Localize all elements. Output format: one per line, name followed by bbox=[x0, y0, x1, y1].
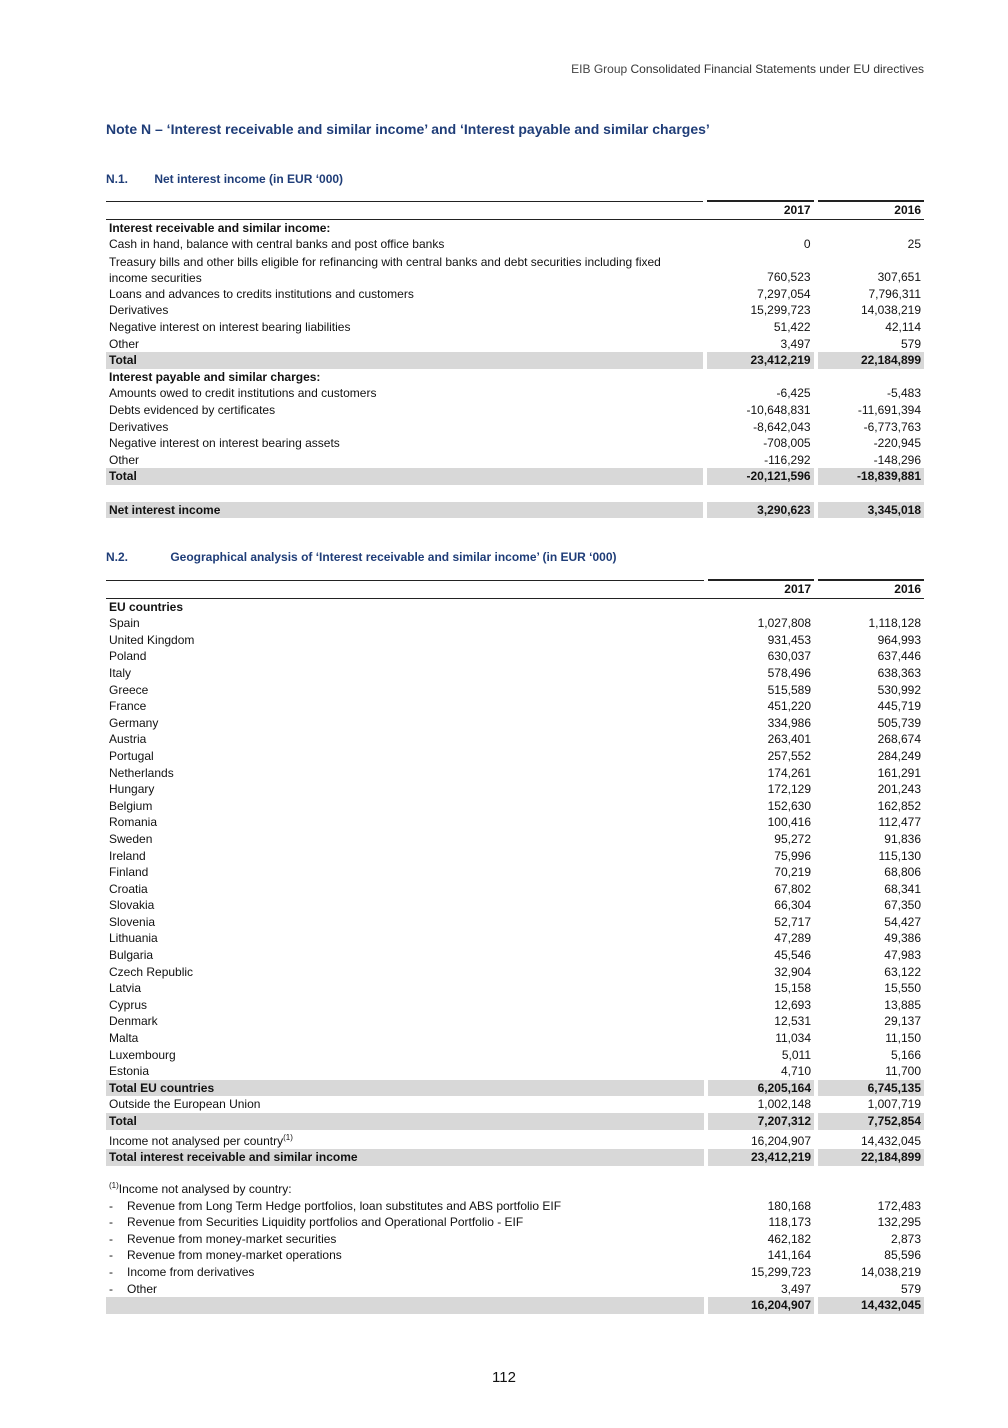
value-2017: 451,220 bbox=[767, 699, 811, 714]
row-label: France bbox=[109, 699, 147, 714]
value-2017: 7,207,312 bbox=[708, 1113, 814, 1130]
value-2016: 22,184,899 bbox=[818, 1149, 924, 1166]
country-row bbox=[106, 1063, 924, 1080]
section-number: N.1. bbox=[106, 172, 129, 186]
value-2016: 2,873 bbox=[890, 1231, 921, 1246]
row-label: Net interest income bbox=[106, 502, 703, 519]
country-row bbox=[106, 1047, 924, 1064]
value-2017: 45,546 bbox=[774, 948, 811, 963]
country-row bbox=[106, 881, 924, 898]
value-2017: 11,034 bbox=[775, 1031, 811, 1046]
column-header-2017: 2017 bbox=[707, 201, 813, 219]
row-label bbox=[106, 1297, 704, 1314]
country-row bbox=[106, 930, 924, 947]
row-label: Negative interest on interest bearing liabilities bbox=[109, 319, 351, 334]
country-row bbox=[106, 914, 924, 931]
value-2016: 6,745,135 bbox=[818, 1080, 924, 1097]
value-2017: 95,272 bbox=[774, 831, 811, 846]
value-2016: -220,945 bbox=[873, 436, 921, 451]
subheading-row bbox=[106, 219, 924, 236]
row-label: Loans and advances to credits institutions and customers bbox=[109, 286, 414, 301]
value-2016: 579 bbox=[900, 1281, 921, 1296]
bullet: - bbox=[109, 1248, 113, 1263]
value-2016: 445,719 bbox=[877, 699, 921, 714]
value-2016: 13,885 bbox=[884, 997, 921, 1012]
value-2016: 132,295 bbox=[877, 1215, 921, 1230]
row-label: Germany bbox=[109, 715, 159, 730]
value-2016: 161,291 bbox=[877, 765, 921, 780]
value-2016: 3,345,018 bbox=[818, 502, 924, 519]
value-2017: 1,002,148 bbox=[757, 1097, 811, 1112]
value-2016: -18,839,881 bbox=[818, 468, 924, 485]
value-2016: 22,184,899 bbox=[818, 352, 924, 369]
country-row bbox=[106, 814, 924, 831]
value-2016: 68,806 bbox=[884, 865, 921, 880]
value-2016: 68,341 bbox=[884, 881, 921, 896]
country-row bbox=[106, 964, 924, 981]
row-label: Total bbox=[106, 352, 703, 369]
country-row bbox=[106, 682, 924, 699]
value-2017: 6,205,164 bbox=[708, 1080, 814, 1097]
value-2017: -708,005 bbox=[763, 436, 811, 451]
country-row bbox=[106, 997, 924, 1014]
row-label: Total EU countries bbox=[106, 1080, 704, 1097]
row-label: Malta bbox=[109, 1031, 139, 1046]
value-2016: 115,130 bbox=[878, 848, 921, 863]
value-2017: 180,168 bbox=[767, 1198, 811, 1213]
table-row bbox=[106, 236, 924, 253]
value-2017 bbox=[708, 598, 814, 615]
country-row bbox=[106, 1013, 924, 1030]
value-2017: 16,204,907 bbox=[750, 1133, 811, 1148]
footnote-row-label bbox=[106, 1231, 704, 1248]
country-row bbox=[106, 731, 924, 748]
value-2017: 16,204,907 bbox=[708, 1297, 814, 1314]
value-2017: 32,904 bbox=[774, 964, 811, 979]
footnote-row-label bbox=[106, 1247, 704, 1264]
footnote-row bbox=[106, 1198, 924, 1215]
row-label: Greece bbox=[109, 682, 149, 697]
value-2016: 54,427 bbox=[884, 914, 921, 929]
country-row bbox=[106, 698, 924, 715]
value-2017: 47,289 bbox=[774, 931, 811, 946]
footnote-marker: (1) bbox=[109, 1181, 119, 1190]
value-2017: 5,011 bbox=[781, 1047, 811, 1062]
total-eu-row bbox=[106, 1080, 924, 1097]
table-row bbox=[106, 302, 924, 319]
value-2017: 760,523 bbox=[767, 270, 811, 285]
value-2016 bbox=[818, 598, 924, 615]
value-2016 bbox=[818, 219, 924, 236]
row-label: Amounts owed to credit institutions and customers bbox=[109, 386, 377, 401]
column-header-2017: 2017 bbox=[708, 580, 814, 598]
bullet: - bbox=[109, 1231, 113, 1246]
total-row bbox=[106, 1113, 924, 1130]
value-2017: 152,630 bbox=[767, 798, 811, 813]
footnote-row-text: Revenue from money-market operations bbox=[127, 1248, 342, 1263]
value-2017: 630,037 bbox=[767, 649, 811, 664]
geographical-table bbox=[106, 579, 924, 1166]
value-2016: 11,150 bbox=[885, 1031, 921, 1046]
value-2016: -5,483 bbox=[886, 386, 921, 401]
value-2017: 15,299,723 bbox=[750, 303, 811, 318]
value-2016: 14,038,219 bbox=[860, 303, 921, 318]
outside-eu-row bbox=[106, 1096, 924, 1113]
row-label: Estonia bbox=[109, 1064, 150, 1079]
footnote-row bbox=[106, 1231, 924, 1248]
row-label: Belgium bbox=[109, 798, 153, 813]
table-row bbox=[106, 435, 924, 452]
total-row bbox=[106, 352, 924, 369]
value-2016: 14,432,045 bbox=[818, 1297, 924, 1314]
value-2017: 3,497 bbox=[780, 336, 811, 351]
country-row bbox=[106, 831, 924, 848]
country-row bbox=[106, 781, 924, 798]
footnote-row-text: Other bbox=[127, 1281, 158, 1296]
value-2016: 49,386 bbox=[884, 931, 921, 946]
value-2016: 11,700 bbox=[885, 1064, 921, 1079]
value-2016: 63,122 bbox=[884, 964, 921, 979]
footnote-ref: (1) bbox=[283, 1132, 293, 1142]
country-row bbox=[106, 715, 924, 732]
section-n2-title bbox=[106, 550, 617, 564]
value-2017: -8,642,043 bbox=[753, 419, 811, 434]
value-2017: 257,552 bbox=[767, 748, 811, 763]
row-label: Czech Republic bbox=[109, 964, 194, 979]
value-2017: 52,717 bbox=[774, 914, 811, 929]
row-label: Total bbox=[106, 468, 703, 485]
value-2016: 505,739 bbox=[877, 715, 921, 730]
country-row bbox=[106, 665, 924, 682]
country-row bbox=[106, 765, 924, 782]
value-2017: 51,422 bbox=[773, 319, 811, 334]
country-row bbox=[106, 615, 924, 632]
value-2016: 47,983 bbox=[884, 948, 921, 963]
country-row bbox=[106, 632, 924, 649]
bullet: - bbox=[109, 1198, 113, 1213]
row-label: Income not analysed per country$^{(1)}$ bbox=[109, 1132, 293, 1148]
value-2016 bbox=[818, 369, 924, 386]
row-label: Cyprus bbox=[109, 997, 148, 1012]
footnote-row-label bbox=[106, 1214, 704, 1231]
table-row bbox=[106, 319, 924, 336]
value-2017 bbox=[707, 369, 813, 386]
footnote-row-text: Income from derivatives bbox=[127, 1264, 255, 1279]
section-title: Net interest income (in EUR ‘000) bbox=[154, 172, 344, 186]
row-label: Outside the European Union bbox=[109, 1097, 261, 1112]
value-2016: 201,243 bbox=[877, 782, 921, 797]
value-2017: -20,121,596 bbox=[707, 468, 813, 485]
table-row bbox=[106, 286, 924, 303]
value-2017: 0 bbox=[803, 237, 811, 252]
footnote-row-label bbox=[106, 1281, 704, 1298]
table-row bbox=[106, 452, 924, 469]
value-2017: -6,425 bbox=[776, 386, 811, 401]
footnote-row-label bbox=[106, 1264, 704, 1281]
footnote-row-text: Revenue from money-market securities bbox=[127, 1231, 337, 1246]
value-2016: 25 bbox=[907, 237, 921, 252]
header-blank bbox=[106, 580, 704, 598]
bullet: - bbox=[109, 1215, 113, 1230]
row-label: Hungary bbox=[109, 782, 155, 797]
value-2017: 15,158 bbox=[774, 981, 811, 996]
value-2016: 7,796,311 bbox=[868, 286, 921, 301]
subheading: Interest receivable and similar income: bbox=[109, 220, 331, 235]
country-row bbox=[106, 848, 924, 865]
value-2016: 172,483 bbox=[877, 1198, 921, 1213]
value-2017: 23,412,219 bbox=[707, 352, 813, 369]
footnote-row bbox=[106, 1214, 924, 1231]
row-label: Croatia bbox=[109, 881, 148, 896]
value-2017: 7,297,054 bbox=[757, 286, 811, 301]
column-header-2016: 2016 bbox=[818, 580, 924, 598]
row-label: Sweden bbox=[109, 831, 153, 846]
row-label: United Kingdom bbox=[109, 632, 195, 647]
value-2016: 5,166 bbox=[890, 1047, 921, 1062]
value-2017: 3,290,623 bbox=[707, 502, 813, 519]
section-number: N.2. bbox=[106, 550, 129, 564]
row-label: Poland bbox=[109, 649, 147, 664]
header-title: Consolidated Financial Statements under EU directives bbox=[630, 62, 924, 76]
footnote-row bbox=[106, 1264, 924, 1281]
row-label: Italy bbox=[109, 665, 132, 680]
row-label: Derivatives bbox=[109, 303, 169, 318]
value-2016: 42,114 bbox=[885, 319, 921, 334]
country-row bbox=[106, 798, 924, 815]
row-label: Romania bbox=[109, 815, 158, 830]
value-2017: 263,401 bbox=[767, 732, 811, 747]
value-2016: 638,363 bbox=[877, 665, 921, 680]
value-2017: 334,986 bbox=[767, 715, 811, 730]
row-label: Austria bbox=[109, 732, 147, 747]
country-row bbox=[106, 1030, 924, 1047]
row-label: Other bbox=[109, 336, 140, 351]
country-row bbox=[106, 864, 924, 881]
row-label: Cash in hand, balance with central banks and post office banks bbox=[109, 237, 445, 252]
row-label: Bulgaria bbox=[109, 948, 154, 963]
row-label: Slovenia bbox=[109, 914, 156, 929]
value-2017: 75,996 bbox=[774, 848, 811, 863]
value-2016: 14,038,219 bbox=[860, 1264, 921, 1279]
row-label: Ireland bbox=[109, 848, 146, 863]
column-header-row bbox=[106, 580, 924, 598]
country-row bbox=[106, 947, 924, 964]
value-2016: 964,993 bbox=[877, 632, 921, 647]
value-2016: 67,350 bbox=[884, 898, 921, 913]
footnote-heading-text: Income not analysed by country: bbox=[118, 1182, 292, 1196]
row-label: Lithuania bbox=[109, 931, 158, 946]
table-row bbox=[106, 419, 924, 436]
table-row bbox=[106, 336, 924, 353]
footnote-total-row bbox=[106, 1297, 924, 1314]
value-2016: 530,992 bbox=[877, 682, 921, 697]
header-blank bbox=[106, 201, 703, 219]
value-2017: 100,416 bbox=[767, 815, 811, 830]
row-label: Latvia bbox=[109, 981, 142, 996]
note-title: Note N – ‘Interest receivable and similar income’ and ‘Interest payable and similar charges’ bbox=[106, 121, 710, 137]
row-label: Portugal bbox=[109, 748, 154, 763]
net-interest-table bbox=[106, 200, 924, 518]
value-2017: 12,693 bbox=[774, 997, 811, 1012]
column-header-2016: 2016 bbox=[818, 201, 924, 219]
value-2016: 307,651 bbox=[877, 270, 921, 285]
page-number: 112 bbox=[492, 1369, 516, 1386]
value-2017: -116,292 bbox=[764, 452, 811, 467]
spacer-row bbox=[106, 485, 924, 502]
value-2016: -148,296 bbox=[873, 452, 921, 467]
country-row bbox=[106, 897, 924, 914]
row-label: Netherlands bbox=[109, 765, 174, 780]
footnote-row bbox=[106, 1281, 924, 1298]
country-row bbox=[106, 748, 924, 765]
row-label: Derivatives bbox=[109, 419, 169, 434]
value-2016: 14,432,045 bbox=[860, 1133, 921, 1148]
value-2017: 515,589 bbox=[767, 682, 811, 697]
header-prefix: EIB Group bbox=[571, 62, 628, 76]
value-2017: 70,219 bbox=[774, 865, 811, 880]
value-2017: 578,496 bbox=[767, 665, 811, 680]
bullet: - bbox=[109, 1281, 113, 1296]
value-2016: 29,137 bbox=[884, 1014, 921, 1029]
table-row bbox=[106, 402, 924, 419]
value-2016: 1,007,719 bbox=[867, 1097, 921, 1112]
value-2016: 85,596 bbox=[884, 1248, 921, 1263]
row-label: Spain bbox=[109, 616, 140, 631]
row-label: Finland bbox=[109, 865, 149, 880]
value-2017: 23,412,219 bbox=[708, 1149, 814, 1166]
value-2017: 15,299,723 bbox=[750, 1264, 811, 1279]
grand-total-row bbox=[106, 1149, 924, 1166]
value-2016: 91,836 bbox=[884, 831, 921, 846]
footnote-table bbox=[106, 1178, 924, 1314]
value-2017: 931,453 bbox=[767, 632, 811, 647]
value-2017 bbox=[707, 219, 813, 236]
row-label: Debts evidenced by certificates bbox=[109, 402, 276, 417]
not-analysed-row bbox=[106, 1130, 924, 1150]
value-2016: -11,691,394 bbox=[857, 402, 921, 417]
row-label: Slovakia bbox=[109, 898, 155, 913]
footnote-row-text: Revenue from Long Term Hedge portfolios, loan substitutes and ABS portfolio EIF bbox=[127, 1198, 562, 1213]
value-2017: -10,648,831 bbox=[746, 402, 811, 417]
footnote-row-text: Revenue from Securities Liquidity portfolios and Operational Portfolio - EIF bbox=[127, 1215, 524, 1230]
value-2016: 579 bbox=[900, 336, 921, 351]
value-2016: 15,550 bbox=[884, 981, 921, 996]
bullet: - bbox=[109, 1264, 113, 1279]
table-row bbox=[106, 253, 924, 286]
subheading-row bbox=[106, 369, 924, 386]
value-2017: 118,173 bbox=[768, 1215, 811, 1230]
table-row bbox=[106, 385, 924, 402]
value-2017: 1,027,808 bbox=[757, 616, 811, 631]
row-label: Luxembourg bbox=[109, 1047, 176, 1062]
section-n1-title bbox=[106, 172, 343, 186]
footnote-row-label bbox=[106, 1198, 704, 1215]
country-row bbox=[106, 648, 924, 665]
value-2017: 172,129 bbox=[767, 782, 811, 797]
total-row bbox=[106, 468, 924, 485]
row-label: Total interest receivable and similar income bbox=[106, 1149, 704, 1166]
subheading-row bbox=[106, 598, 924, 615]
column-header-row bbox=[106, 201, 924, 219]
value-2016: 284,249 bbox=[877, 748, 921, 763]
subheading: Interest payable and similar charges: bbox=[109, 369, 321, 384]
section-title: Geographical analysis of ‘Interest receivable and similar income’ (in EUR ‘000) bbox=[170, 550, 617, 564]
value-2016: 1,118,128 bbox=[868, 616, 921, 631]
subheading: EU countries bbox=[109, 599, 184, 614]
value-2017: 4,710 bbox=[780, 1064, 811, 1079]
net-interest-row bbox=[106, 502, 924, 519]
value-2016: 162,852 bbox=[877, 798, 921, 813]
row-label: Other bbox=[109, 452, 140, 467]
value-2016: 112,477 bbox=[878, 815, 921, 830]
value-2017: 3,497 bbox=[780, 1281, 811, 1296]
value-2017: 462,182 bbox=[767, 1231, 811, 1246]
value-2016: 637,446 bbox=[877, 649, 921, 664]
value-2017: 66,304 bbox=[774, 898, 811, 913]
row-label: Denmark bbox=[109, 1014, 158, 1029]
row-label: Treasury bills and other bills eligible for refinancing with central banks and debt securities including fixed income securities bbox=[109, 254, 661, 285]
value-2016: -6,773,763 bbox=[863, 419, 921, 434]
footnote-heading bbox=[106, 1178, 704, 1198]
footnote-row bbox=[106, 1247, 924, 1264]
row-label: Negative interest on interest bearing assets bbox=[109, 436, 340, 451]
running-header bbox=[571, 62, 924, 76]
value-2017: 174,261 bbox=[767, 765, 811, 780]
value-2017: 141,164 bbox=[767, 1248, 811, 1263]
country-row bbox=[106, 980, 924, 997]
value-2017: 67,802 bbox=[774, 881, 811, 896]
footnote-heading-row bbox=[106, 1178, 924, 1198]
row-label: Total bbox=[106, 1113, 704, 1130]
value-2016: 268,674 bbox=[877, 732, 921, 747]
value-2016: 7,752,854 bbox=[818, 1113, 924, 1130]
value-2017: 12,531 bbox=[774, 1014, 811, 1029]
